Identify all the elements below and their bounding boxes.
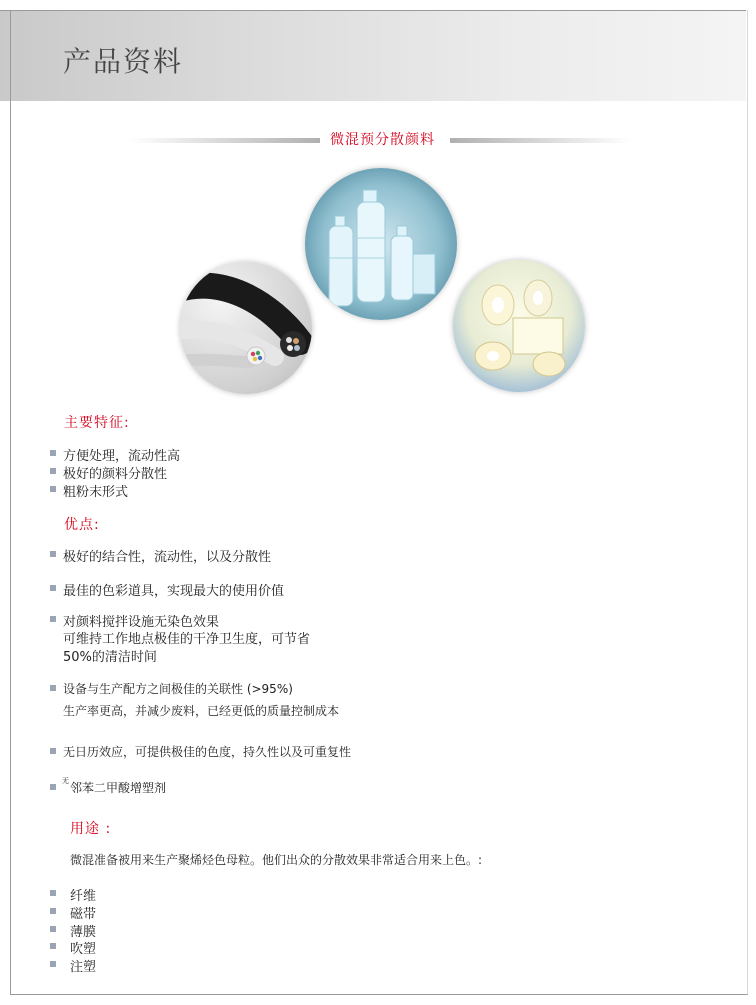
- advantage-item-continued: 可维持工作地点极佳的干净卫生度，可节省: [63, 632, 311, 647]
- advantage-item-continued: 50%的清洁时间: [63, 650, 157, 665]
- bullet-icon: [50, 486, 56, 492]
- footnote-mark: 无: [62, 777, 69, 785]
- features-heading: 主要特征:: [64, 415, 130, 431]
- bullet-icon: [50, 784, 56, 790]
- feature-item: 粗粉末形式: [63, 485, 129, 500]
- bullet-icon: [50, 943, 56, 949]
- usage-item: 吹塑: [70, 942, 97, 957]
- usage-item: 薄膜: [70, 925, 97, 940]
- section-title-bar: [130, 129, 630, 149]
- feature-item: 极好的颜料分散性: [63, 467, 168, 482]
- title-bar-right: [450, 138, 630, 143]
- bullet-icon: [50, 685, 56, 691]
- cable-photo: [180, 262, 312, 394]
- film-rolls-photo: [453, 260, 585, 392]
- bullet-icon: [50, 926, 56, 932]
- section-title: 微混预分散颜料: [330, 132, 435, 148]
- advantages-heading: 优点:: [64, 517, 100, 533]
- advantage-item-continued: 生产率更高，并减少废料，已经更低的质量控制成本: [63, 704, 340, 718]
- usage-item: 注塑: [70, 960, 97, 975]
- advantage-item: 对颜料搅拌设施无染色效果: [63, 615, 220, 630]
- advantage-item: 设备与生产配方之间极佳的关联性 (>95%): [63, 682, 293, 696]
- advantage-item: 最佳的色彩道具，实现最大的使用价值: [63, 584, 285, 599]
- page-title: 产品资料: [63, 45, 184, 78]
- bullet-icon: [50, 585, 56, 591]
- usage-item: 磁带: [70, 907, 97, 922]
- advantage-item: 邻苯二甲酸增塑剂: [70, 781, 167, 795]
- bullet-icon: [50, 908, 56, 914]
- usage-item: 纤维: [70, 889, 97, 904]
- feature-item: 方便处理，流动性高: [63, 449, 181, 464]
- bullet-icon: [50, 468, 56, 474]
- bullet-icon: [50, 748, 56, 754]
- bullet-icon: [50, 450, 56, 456]
- advantage-item: 极好的结合性，流动性，以及分散性: [63, 550, 272, 565]
- advantage-item: 无日历效应，可提供极佳的色度，持久性以及可重复性: [63, 745, 352, 759]
- page-frame: [10, 10, 748, 995]
- bullet-icon: [50, 890, 56, 896]
- bullet-icon: [50, 616, 56, 622]
- bullet-icon: [50, 551, 56, 557]
- bullet-icon: [50, 961, 56, 967]
- usage-description: 微混准备被用来生产聚烯烃色母粒。他们出众的分散效果非常适合用来上色。:: [70, 853, 483, 867]
- title-bar-left: [130, 138, 320, 143]
- bottles-photo: [305, 168, 457, 320]
- usage-heading: 用途 :: [70, 821, 112, 837]
